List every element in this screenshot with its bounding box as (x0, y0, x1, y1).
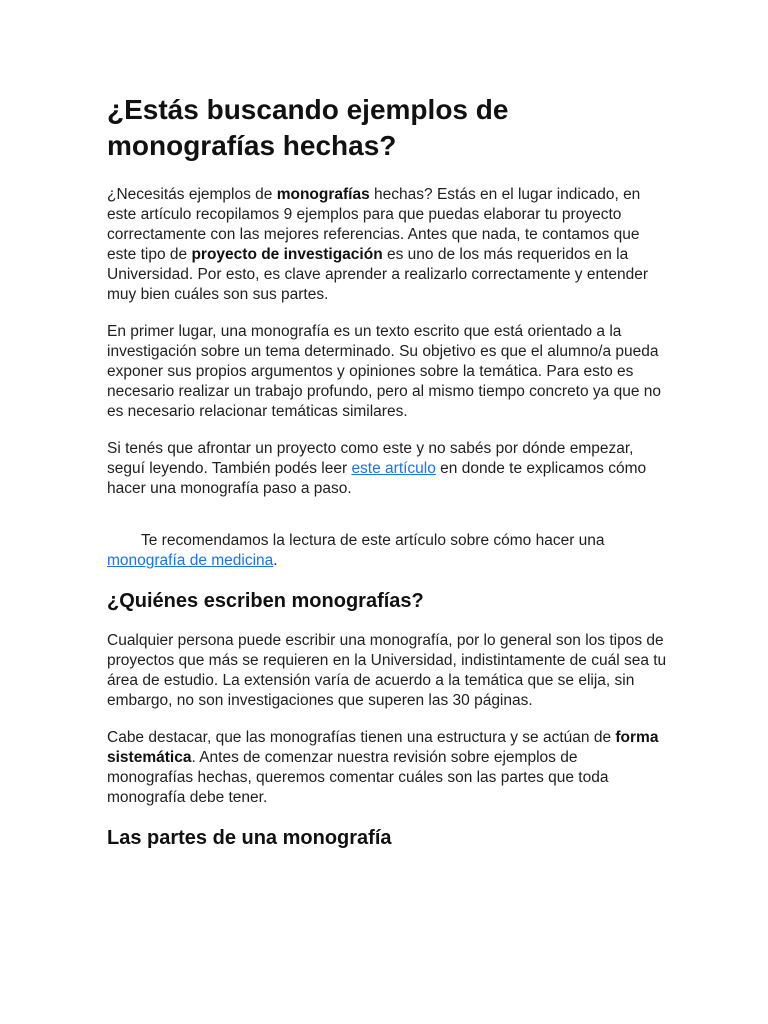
read-more-text-1: Si tenés que afrontar un proyecto como este y no sabés por dónde empezar, seguí leyendo. También podés leer (107, 440, 634, 477)
article (107, 92, 667, 868)
definition-paragraph: En primer lugar, una monografía es un texto escrito que está orientado a la investigación sobre un tema determinado. Su objetivo es que el alumno/a pueda exponer sus propios argumentos y opiniones sobre la temática. Para esto es necesario realizar un trabajo profundo, pero al mismo tiempo concreto ya que no es necesario relacionar temáticas similares. (107, 323, 662, 420)
heading-quienes: ¿Quiénes escriben monografías? (107, 590, 424, 612)
intro-bold-monografias: monografías (276, 186, 370, 203)
page-title: ¿Estás buscando ejemplos de monografías hechas? (107, 94, 509, 161)
read-more-paragraph (107, 439, 667, 499)
structure-text-2: . Antes de comenzar nuestra revisión sobre ejemplos de monografías hechas, queremos comentar cuáles son las partes que toda monografía debe tener. (107, 749, 609, 806)
intro-bold-proyecto: proyecto de investigación (191, 246, 383, 263)
intro-text-3: es uno de los más requeridos en la Universidad. Por esto, es clave aprender a realizarlo correctamente y entender muy bien cuáles son sus partes. (107, 246, 649, 303)
intro-text-1: ¿Necesitás ejemplos de (107, 186, 277, 203)
recommend-paragraph (107, 531, 667, 571)
recommend-text-2: . (273, 552, 278, 569)
monografia-medicina-link[interactable]: monografía de medicina (107, 552, 274, 569)
intro-paragraph (107, 185, 667, 305)
heading-partes: Las partes de una monografía (107, 827, 392, 849)
intro-text-2: hechas? Estás en el lugar indicado, en este artículo recopilamos 9 ejemplos para que puedas elaborar tu proyecto correctamente con las mejores referencias. Antes que nada, te contamos que este tipo de (107, 186, 641, 263)
read-more-text-2: en donde te explicamos cómo hacer una monografía paso a paso. (107, 460, 647, 497)
este-articulo-link[interactable]: este artículo (351, 460, 436, 477)
structure-text-1: Cabe destacar, que las monografías tienen una estructura y se actúan de (107, 729, 616, 746)
recommend-text-1: Te recomendamos la lectura de este artículo sobre cómo hacer una (141, 532, 605, 549)
who-writes-paragraph: Cualquier persona puede escribir una monografía, por lo general son los tipos de proyectos que más se requieren en la Universidad, indistintamente de cuál sea tu área de estudio. La extensión varía de acuerdo a la temática que se elija, sin embargo, no son investigaciones que superen las 30 páginas. (107, 632, 667, 709)
structure-bold-forma: forma sistemática (107, 729, 659, 766)
structure-paragraph (107, 728, 667, 808)
